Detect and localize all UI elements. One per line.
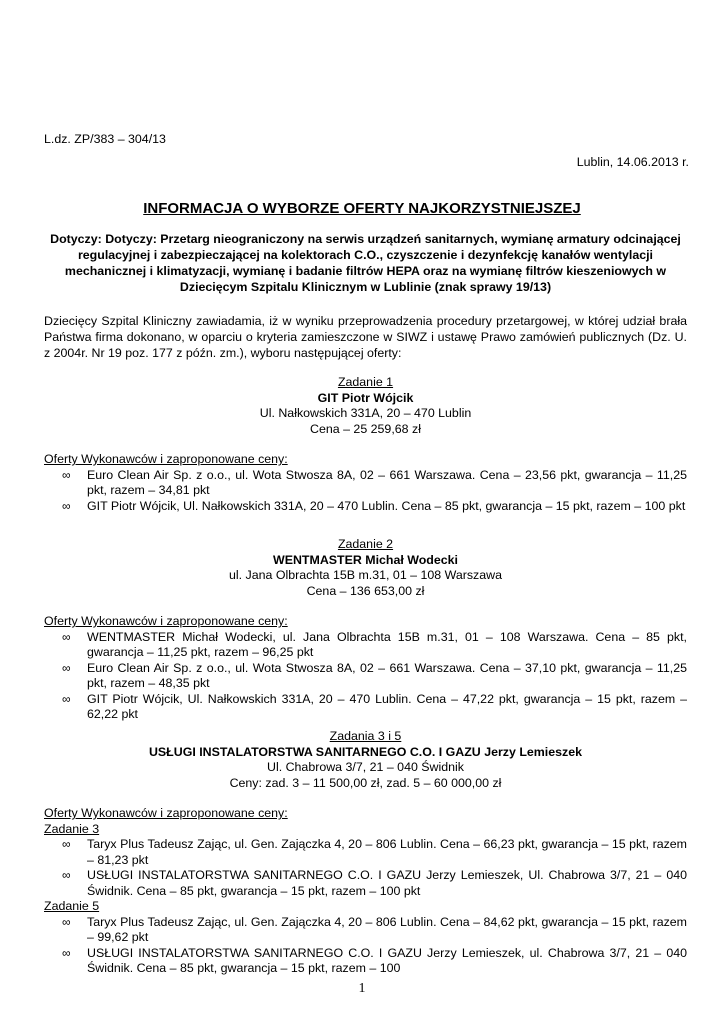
task-heading: Zadania 3 i 5 [329,729,402,743]
subtask-label: Zadanie 3 [44,821,100,836]
page-number: 1 [358,981,366,996]
list-item [44,692,687,723]
offers-list [44,837,687,899]
bullet-icon: ∞ [62,945,71,960]
list-item [44,499,687,515]
task-3-5-section [44,729,687,977]
document-title: INFORMACJA O WYBORZE OFERTY NAJKORZYSTNIEJSZEJ [143,200,581,217]
task-winner: GIT Piotr Wójcik [317,390,414,405]
list-item [44,915,687,946]
task-address: Ul. Chabrowa 3/7, 21 – 040 Świdnik [267,760,464,774]
subtask-label: Zadanie 5 [44,899,100,913]
document-date: Lublin, 14.06.2013 r. [576,155,689,169]
subject-paragraph: Dotyczy: Dotyczy: Przetarg nieograniczony na serwis urządzeń sanitarnych, wymianę armatury odcinającej regulacyjnej i zabezpieczającej na kolektorach C.O., czyszczenie i dezynfekcję kanałów wentylacji mechanicznej i klimatyzacji, wymianę i badanie filtrów HEPA oraz na wymianę filtrów kieszeniowych w Dziecięcym Szpitalu Klinicznym w Lublinie (znak sprawy 19/13) [50,232,681,294]
list-item [44,468,687,499]
offer-text: Taryx Plus Tadeusz Zając, ul. Gen. Zajączka 4, 20 – 806 Lublin. Cena – 66,23 pkt, gwarancja – 15 pkt, razem – 81,23 pkt [87,837,687,867]
list-item [44,661,687,692]
offers-label: Oferty Wykonawców i zaproponowane ceny: [44,614,288,628]
task-2-section [44,537,687,723]
task-address: Ul. Nałkowskich 331A, 20 – 470 Lublin [259,406,472,420]
bullet-icon: ∞ [62,914,71,929]
offer-text: GIT Piotr Wójcik, Ul. Nałkowskich 331A, 20 – 470 Lublin. Cena – 85 pkt, gwarancja – 15 pkt, razem – 100 pkt [87,498,686,513]
offer-text: Euro Clean Air Sp. z o.o., ul. Wota Stwosza 8A, 02 – 661 Warszawa. Cena – 37,10 pkt, gwarancja – 11,25 pkt, razem – 48,35 pkt [87,660,687,690]
list-item [44,946,687,977]
task-heading: Zadanie 1 [337,375,394,389]
offers-label: Oferty Wykonawców i zaproponowane ceny: [44,806,288,820]
document-reference: L.dz. ZP/383 – 304/13 [44,132,166,146]
task-price: Cena – 136 653,00 zł [306,583,425,598]
list-item [44,868,687,899]
bullet-icon: ∞ [62,660,71,675]
offer-text: USŁUGI INSTALATORSTWA SANITARNEGO C.O. I GAZU Jerzy Lemieszek, Ul. Chabrowa 3/7, 21 – 040 Świdnik. Cena – 85 pkt, gwarancja – 15 pkt, razem – 100 pkt [87,868,687,898]
task-1-section [44,375,687,514]
bullet-icon: ∞ [62,467,71,482]
offers-list [44,630,687,723]
list-item [44,837,687,868]
bullet-icon: ∞ [62,629,71,644]
task-winner: USŁUGI INSTALATORSTWA SANITARNEGO C.O. I GAZU Jerzy Lemieszek [148,744,583,759]
offer-text: USŁUGI INSTALATORSTWA SANITARNEGO C.O. I GAZU Jerzy Lemieszek, ul. Chabrowa 3/7, 21 – 040 Świdnik. Cena – 85 pkt, gwarancja – 15 pkt, razem – 100 [87,945,687,975]
task-price: Ceny: zad. 3 – 11 500,00 zł, zad. 5 – 60 000,00 zł [229,775,502,790]
task-address: ul. Jana Olbrachta 15B m.31, 01 – 108 Warszawa [229,568,502,582]
bullet-icon: ∞ [62,837,71,851]
offers-list [44,468,687,515]
offer-text: WENTMASTER Michał Wodecki, ul. Jana Olbrachta 15B m.31, 01 – 108 Warszawa. Cena – 85 pkt, gwarancja – 11,25 pkt, razem – 96,25 pkt [87,629,687,659]
task-winner: WENTMASTER Michał Wodecki [273,552,458,567]
task-heading: Zadanie 2 [337,537,394,551]
offer-text: GIT Piotr Wójcik, Ul. Nałkowskich 331A, 20 – 470 Lublin. Cena – 47,22 pkt, gwarancja – 15 pkt, razem – 62,22 pkt [87,691,687,721]
bullet-icon: ∞ [62,868,71,882]
list-item [44,630,687,661]
task-price: Cena – 25 259,68 zł [310,421,421,436]
offers-label: Oferty Wykonawców i zaproponowane ceny: [44,452,288,466]
bullet-icon: ∞ [62,691,71,706]
bullet-icon: ∞ [62,498,71,513]
offer-text: Taryx Plus Tadeusz Zając, ul. Gen. Zajączka 4, 20 – 806 Lublin. Cena – 84,62 pkt, gwarancja – 15 pkt, razem – 99,62 pkt [87,914,687,944]
offer-text: Euro Clean Air Sp. z o.o., ul. Wota Stwosza 8A, 02 – 661 Warszawa. Cena – 23,56 pkt, gwarancja – 11,25 pkt, razem – 34,81 pkt [87,467,687,497]
intro-paragraph: Dziecięcy Szpital Kliniczny zawiadamia, iż w wyniku przeprowadzenia procedury przetargowej, w której udział brała Państwa firma dokonano, w oparciu o kryteria zamieszczone w SIWZ i ustawę Prawo zamówień publicznych (Dz. U. z 2004r. Nr 19 poz. 177 z późn. zm.), wyboru następującej oferty: [44,314,687,360]
offers-list [44,915,687,977]
